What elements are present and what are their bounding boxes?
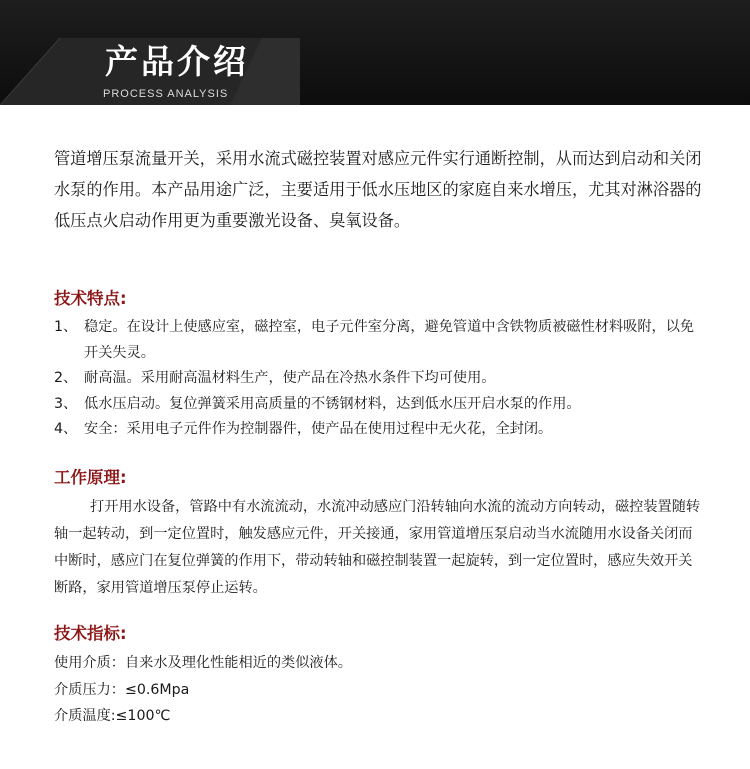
header-banner	[0, 0, 750, 105]
principle-heading: 工作原理:	[54, 468, 127, 487]
list-item	[54, 392, 704, 418]
specs-heading: 技术指标:	[54, 624, 127, 643]
list-item-text: 稳定。在设计上使感应室，磁控室，电子元件室分离，避免管道中含铁物质被磁性材料吸附，以免开关失灵。	[84, 319, 695, 361]
page-subtitle: PROCESS ANALYSIS	[103, 88, 229, 100]
list-item-number: 1、	[54, 319, 78, 335]
intro-paragraph: 管道增压泵流量开关，采用水流式磁控装置对感应元件实行通断控制，从而达到启动和关闭水泵的作用。本产品用途广泛，主要适用于低水压地区的家庭自来水增压，尤其对淋浴器的低压点火启动作用更为重要激光设备、臭氧设备。	[54, 149, 702, 230]
list-item-number: 2、	[54, 370, 78, 386]
list-item-text: 安全：采用电子元件作为控制器件，使产品在使用过程中无火花，全封闭。	[84, 421, 553, 437]
list-item	[54, 417, 704, 443]
list-item-number: 3、	[54, 395, 78, 412]
spec-medium: 使用介质：自来水及理化性能相近的类似液体。	[54, 655, 352, 671]
specs-list	[54, 650, 704, 730]
page-title: 产品介绍	[105, 42, 249, 81]
list-item	[54, 315, 704, 366]
list-item	[54, 366, 704, 392]
principle-paragraph: 打开用水设备，管路中有水流流动，水流冲动感应门沿转轴向水流的流动方向转动，磁控装置随转轴一起转动，到一定位置时，触发感应元件，开关接通，家用管道增压泵启动当水流随用水设备关闭而中断时，感应门在复位弹簧的作用下，带动转轴和磁控制装置一起旋转，到一定位置时，感应失效开关断路，家用管道增压泵停止运转。	[54, 499, 701, 596]
list-item-text: 耐高温。采用耐高温材料生产，使产品在冷热水条件下均可使用。	[84, 370, 496, 386]
list-item-text: 低水压启动。复位弹簧采用高质量的不锈钢材料，达到低水压开启水泵的作用。	[84, 395, 581, 412]
list-item-number: 4、	[54, 421, 78, 437]
features-list	[54, 315, 704, 443]
spec-pressure: 介质压力：≤0.6Mpa	[54, 681, 190, 698]
spec-temperature: 介质温度:≤100℃	[54, 708, 171, 724]
features-heading: 技术特点:	[54, 289, 127, 308]
